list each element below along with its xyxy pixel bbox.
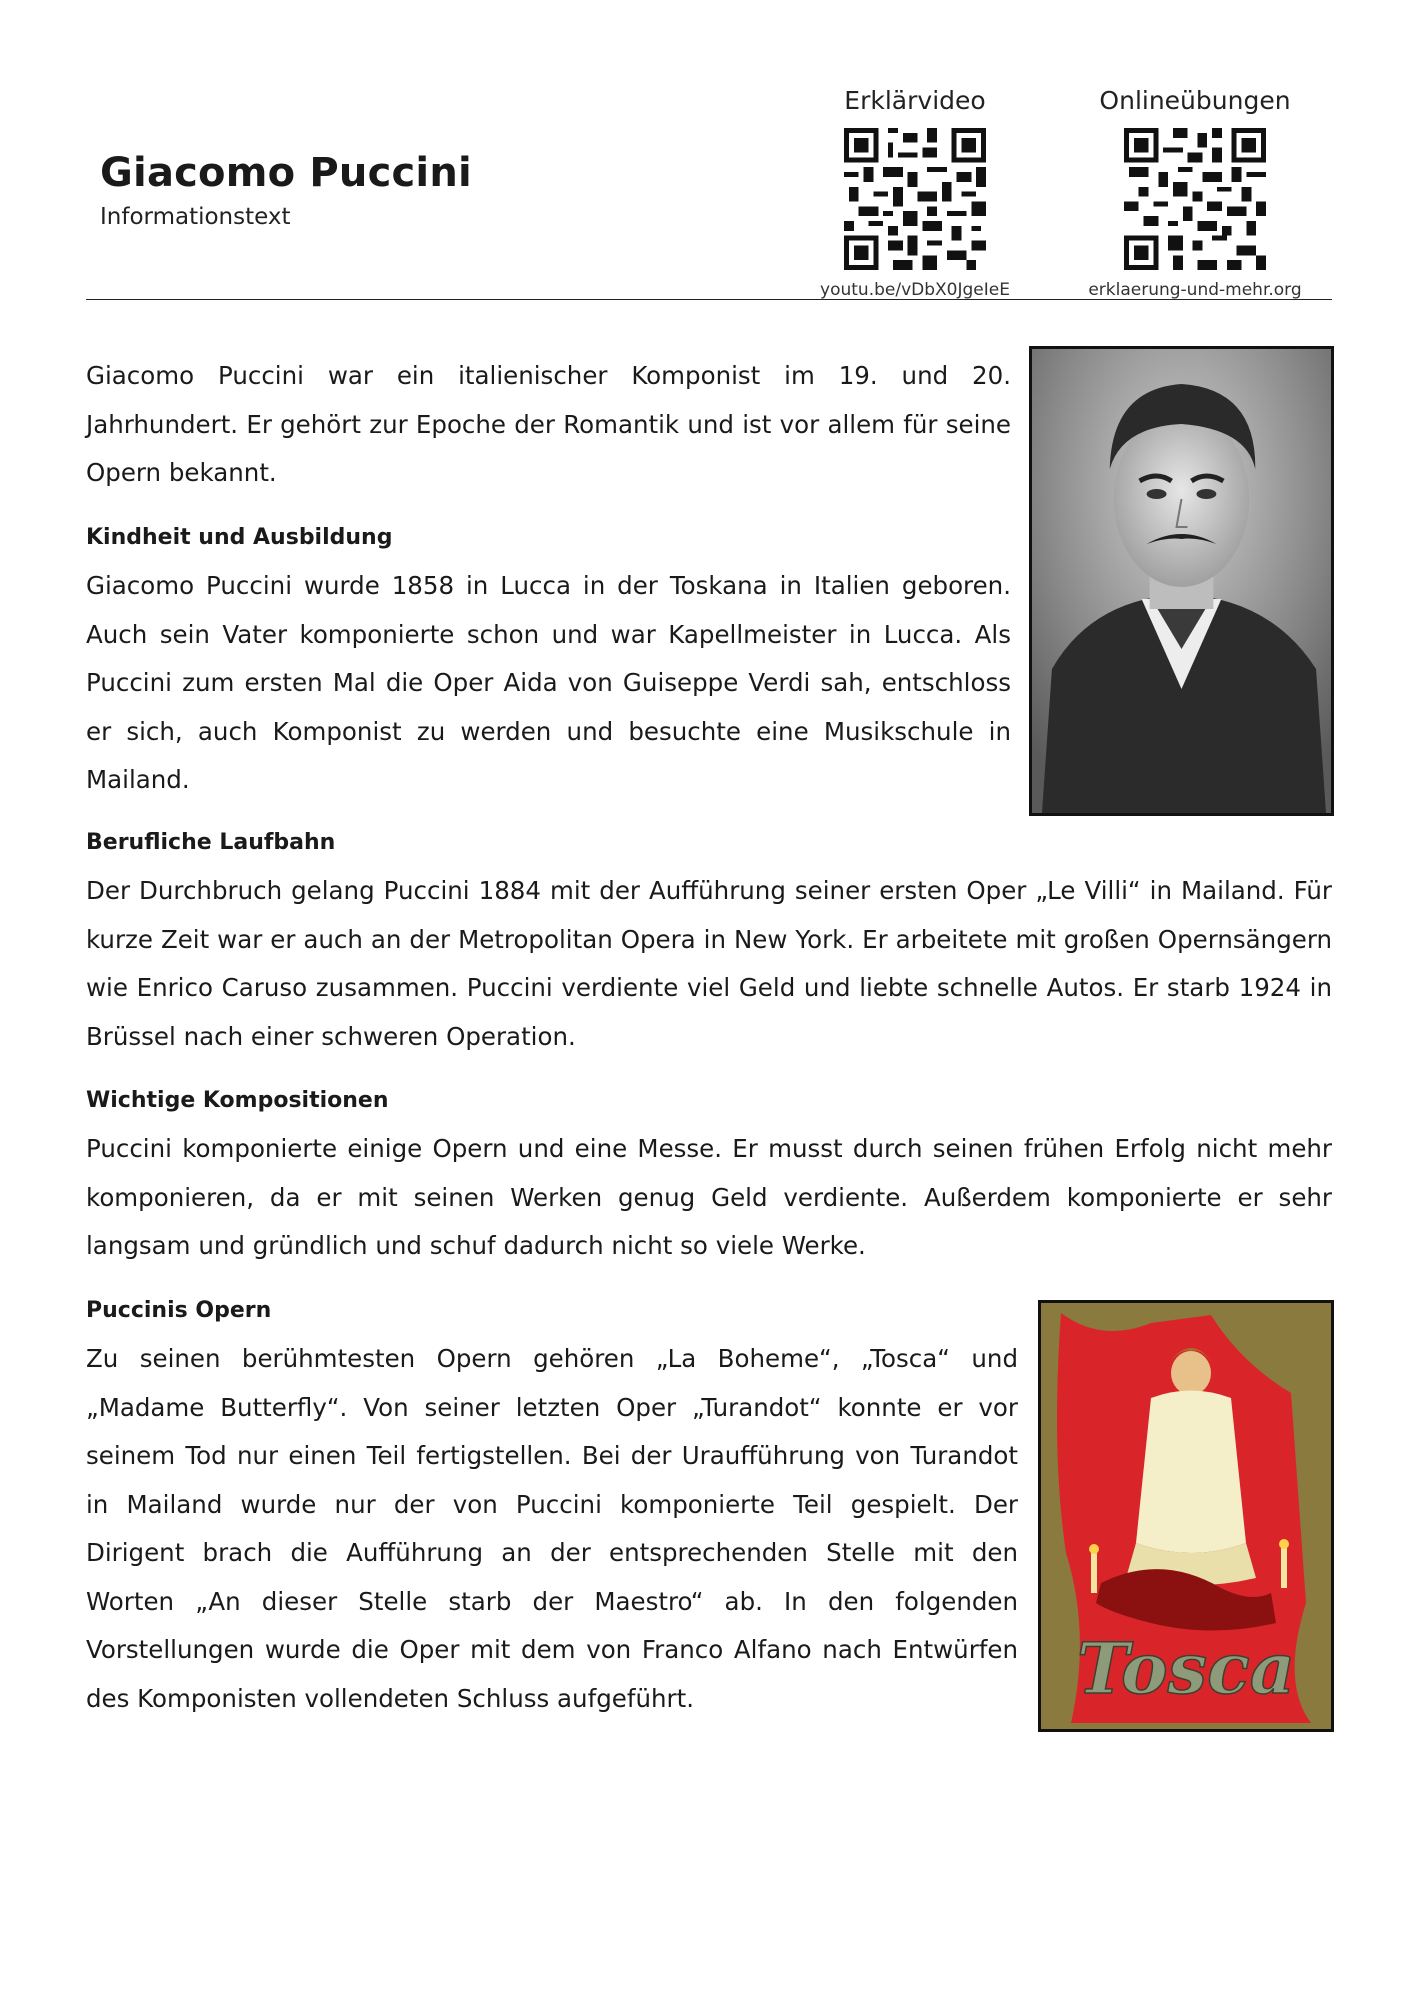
video-url[interactable]: youtu.be/vDbX0JgeIeE xyxy=(820,280,1010,300)
section-text-compositions: Puccini komponierte einige Opern und eine Messe. Er musst durch seinen frühen Erfolg nicht mehr komponieren, da er mit seinen Werken genug Geld verdiente. Außerdem komponierte er sehr langsam und gründlich und schuf dadurch nicht so viele Werke. xyxy=(86,1134,1332,1260)
section-heading-operas: Puccinis Opern xyxy=(86,1298,272,1323)
exercises-qr-block[interactable] xyxy=(1075,86,1315,300)
section-text-childhood: Giacomo Puccini wurde 1858 in Lucca in der Toskana in Italien geboren. Auch sein Vater komponierte schon und war Kapellmeister in Lucca. Als Puccini zum ersten Mal die Oper Aida von Guiseppe Verdi sah, entschloss er sich, auch Komponist zu werden und besuchte eine Musikschule in Mailand. xyxy=(86,571,1011,794)
page-subtitle: Informationstext xyxy=(100,204,291,230)
section-heading-childhood: Kindheit und Ausbildung xyxy=(86,525,393,550)
page-title: Giacomo Puccini xyxy=(100,150,472,196)
poster-title: Tosca xyxy=(1076,1627,1296,1710)
portrait-illustration xyxy=(1032,349,1331,813)
section-text-career: Der Durchbruch gelang Puccini 1884 mit der Aufführung seiner ersten Oper „Le Villi“ in Mailand. Für kurze Zeit war er auch an der Metropolitan Opera in New York. Er arbeitete mit großen Opernsängern wie Enrico Caruso zusammen. Puccini verdiente viel Geld und liebte schnelle Autos. Er starb 1924 in Brüssel nach einer schweren Operation. xyxy=(86,876,1332,1051)
puccini-portrait-image xyxy=(1029,346,1334,816)
poster-illustration xyxy=(1041,1303,1331,1729)
section-heading-career: Berufliche Laufbahn xyxy=(86,830,336,855)
intro-paragraph: Giacomo Puccini war ein italienischer Komponist im 19. und 20. Jahrhundert. Er gehört zur Epoche der Romantik und ist vor allem für seine Opern bekannt. xyxy=(86,361,1011,487)
section-heading-compositions: Wichtige Kompositionen xyxy=(86,1088,389,1113)
video-label: Erklärvideo xyxy=(844,86,986,115)
exercises-label: Onlineübungen xyxy=(1099,86,1291,115)
exercises-qr-code-icon[interactable] xyxy=(1124,128,1266,270)
exercises-url[interactable]: erklaerung-und-mehr.org xyxy=(1088,280,1302,300)
video-qr-code-icon[interactable] xyxy=(844,128,986,270)
section-text-operas: Zu seinen berühmtesten Opern gehören „La Boheme“, „Tosca“ und „Madame Butterfly“. Von seiner letzten Oper „Turandot“ konnte er vor seinem Tod nur einen Teil fertigstellen. Bei der Uraufführung von Turandot in Mailand wurde nur der von Puccini komponierte Teil gespielt. Der Dirigent brach die Aufführung an der entsprechenden Stelle mit den Worten „An dieser Stelle starb der Maestro“ ab. In den folgenden Vorstellungen wurde die Oper mit dem von Franco Alfano nach Entwürfen des Komponisten vollendeten Schluss aufgeführt. xyxy=(86,1344,1018,1713)
tosca-poster-image xyxy=(1038,1300,1334,1732)
video-qr-block[interactable] xyxy=(810,86,1020,300)
